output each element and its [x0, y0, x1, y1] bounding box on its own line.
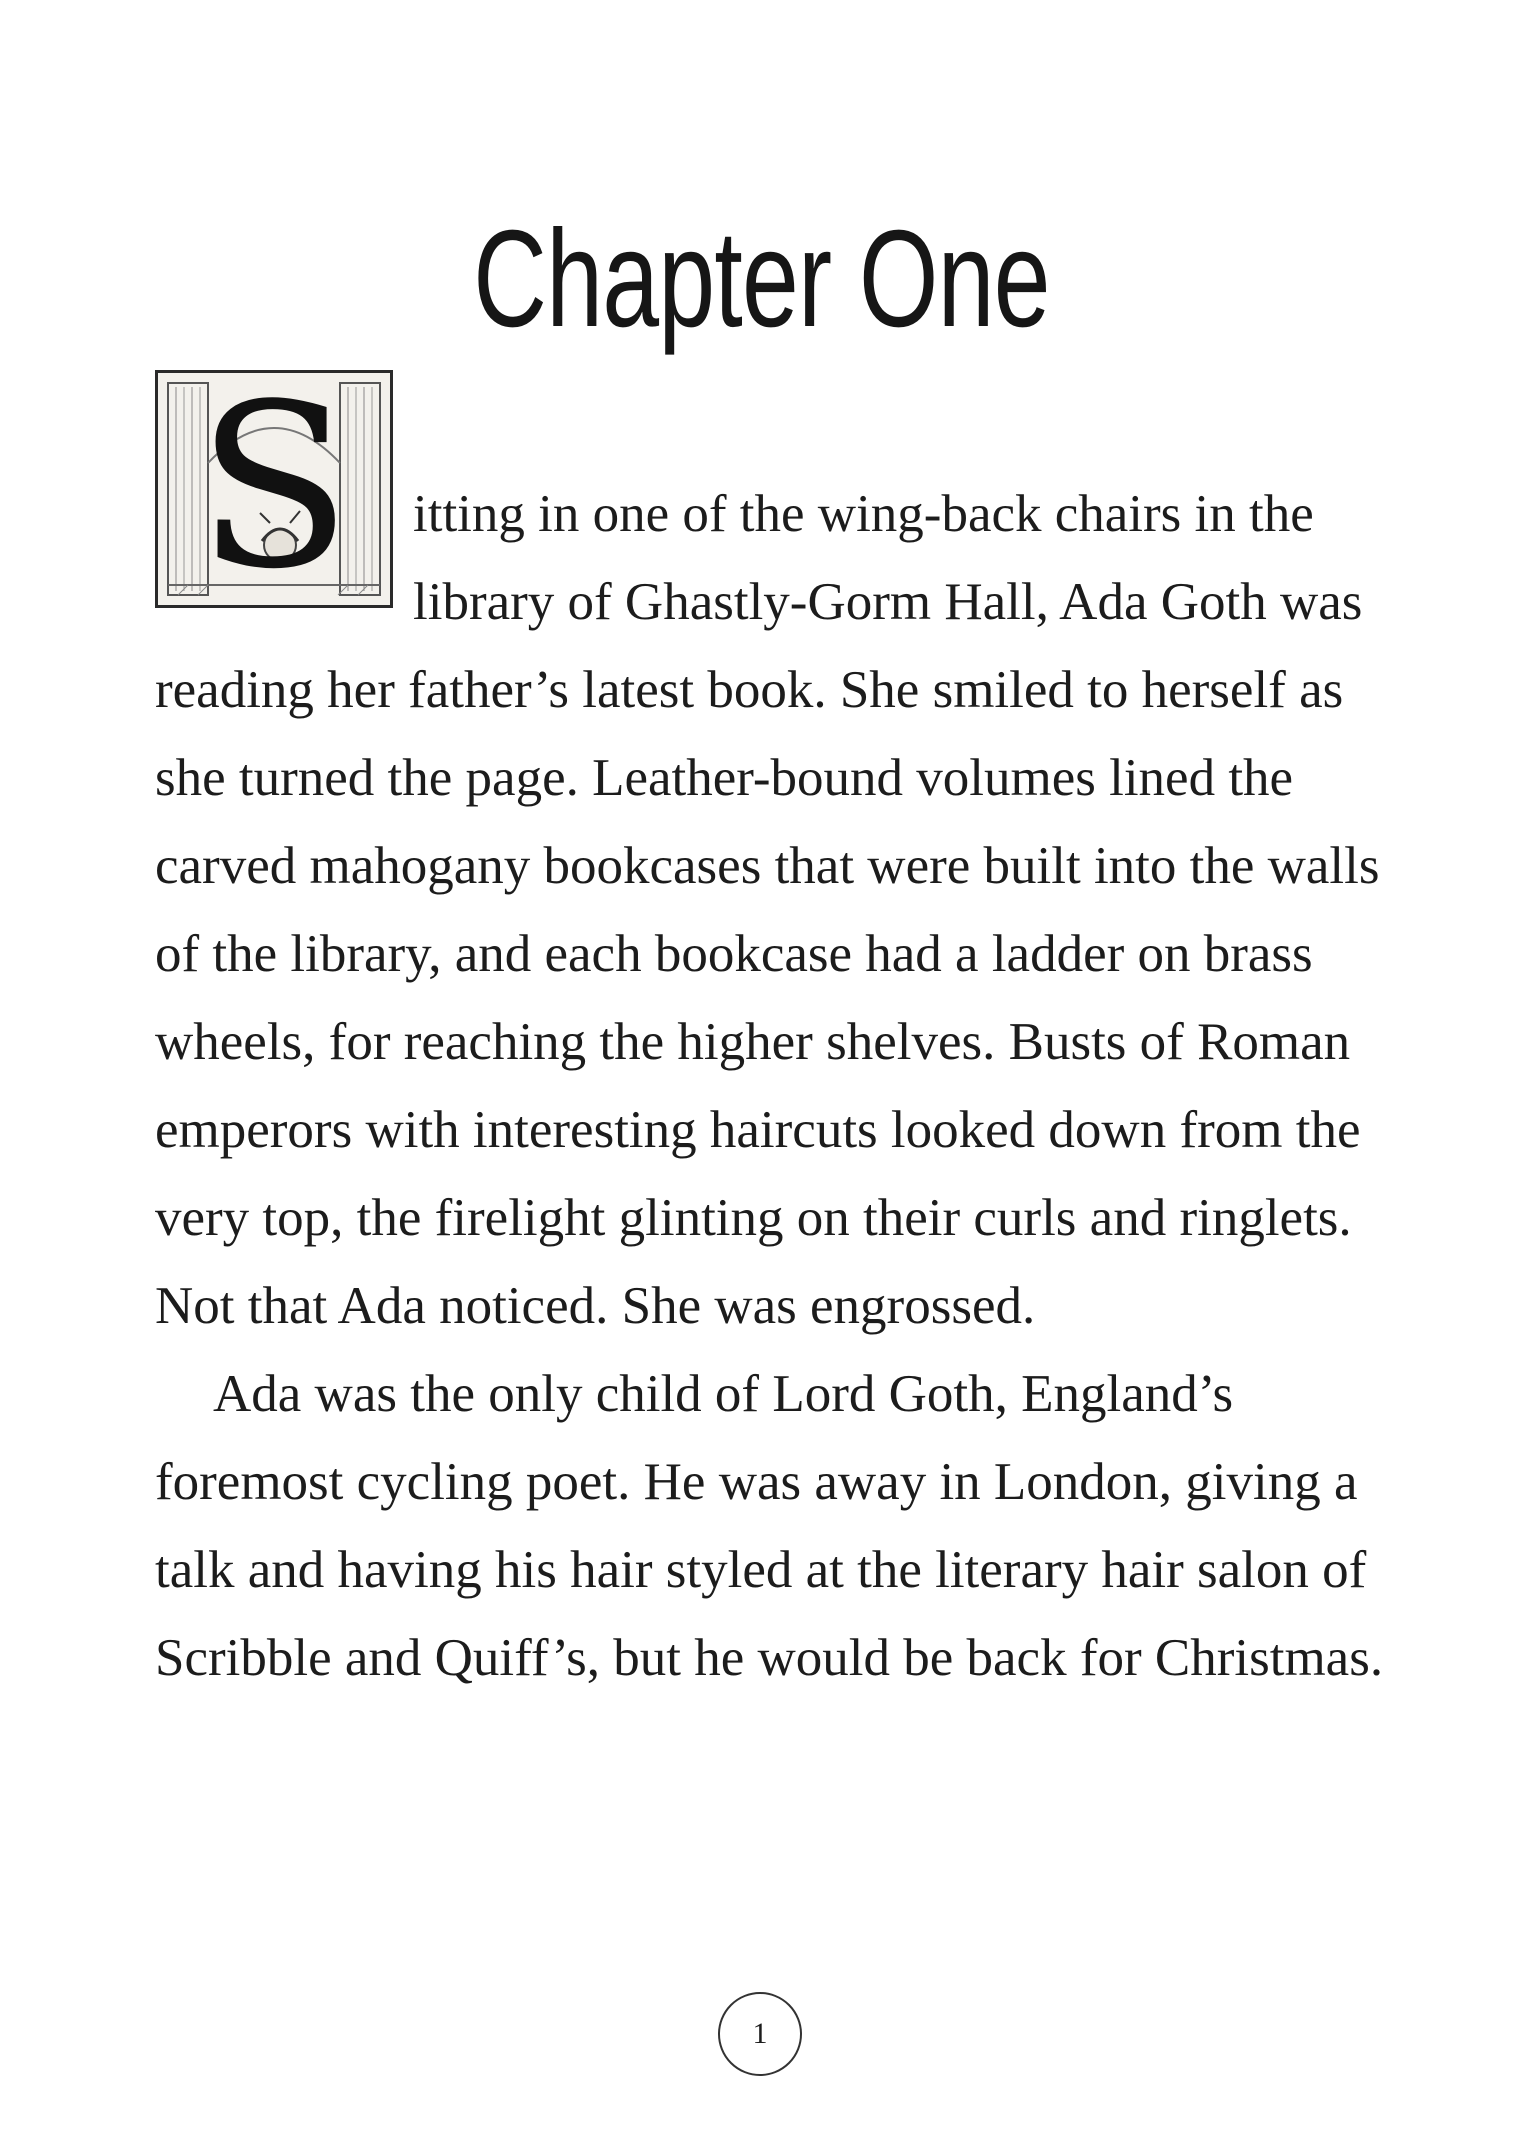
chapter-title: Chapter One: [473, 202, 1050, 357]
drop-cap-letter: S: [196, 356, 352, 619]
paragraph-1: [155, 356, 1395, 1350]
page-number-circle: [718, 1992, 802, 2076]
drop-cap-illustration: [155, 356, 393, 619]
paragraph-2: Ada was the only child of Lord Goth, England’s foremost cycling poet. He was away in London, giving a talk and having his hair styled at the literary hair salon of Scribble and Quiff’s, but he would be back for Christmas.: [155, 1365, 1384, 1687]
paragraph-1-text: itting in one of the wing-back chairs in the library of Ghastly-Gorm Hall, Ada Goth was reading her father’s latest book. She smiled to herself as she turned the page. Leather-bound volumes lined the carved mahogany bookcases that were built into the walls of the library, and each bookcase had a ladder on brass wheels, for reaching the higher shelves. Busts of Roman emperors with interesting haircuts looked down from the very top, the firelight glinting on their curls and ringlets. Not that Ada noticed. She was engrossed.: [155, 485, 1380, 1335]
page-number: 1: [752, 2017, 768, 2050]
body-text: [155, 356, 1395, 1702]
